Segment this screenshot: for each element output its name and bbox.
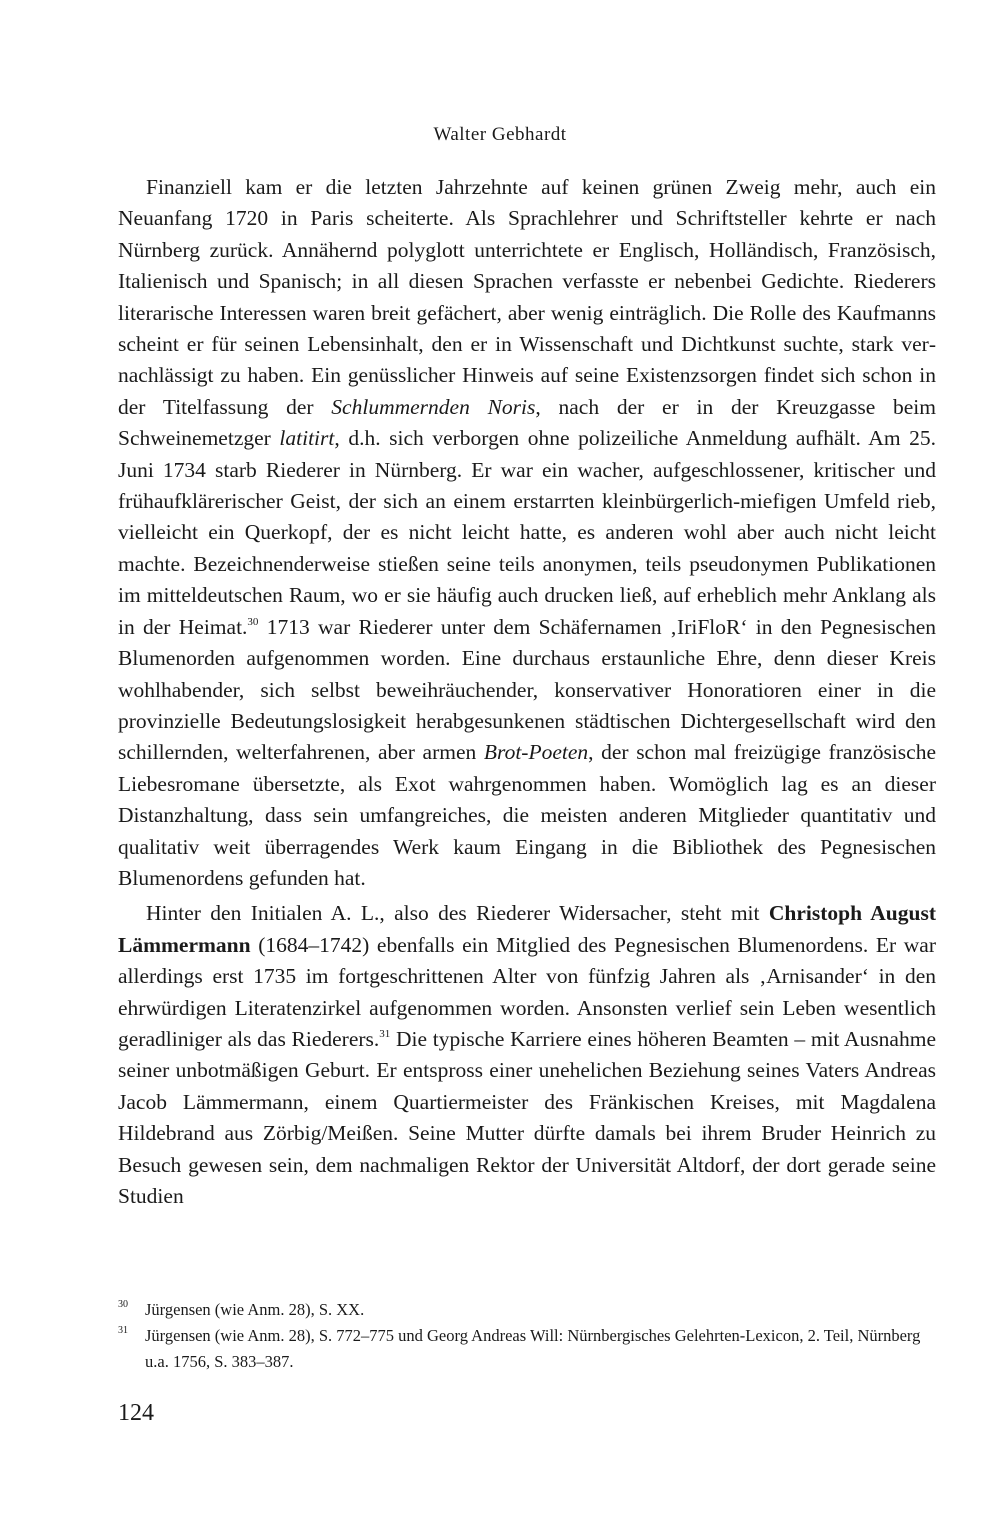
footnote-ref: 31 [379, 1027, 391, 1040]
footnote [118, 1323, 936, 1375]
text-run: Die typische Karriere eines höheren Beamten – mit Ausnahme seiner unbotmäßigen Geburt. Er entspross einer unehelichen Beziehung seines Vaters Andreas Jacob Lämmermann, einem Quartiermeister des Fränkischen Kreises, mit Magdalena Hildebrand aus Zörbig/Meißen. Seine Mutter dürfte damals bei ihrem Bruder Heinrich zu Besuch gewesen sein, dem nachmaligen Rektor der Universität Altdorf, der dort gerade seine Studien [118, 1026, 936, 1208]
text-run: , der schon mal freizügige französische Liebesromane übersetzte, als Exot wahrgenommen haben. Womöglich lag es an dieser Distanzhaltung, dass sein umfangreiches, die meisten anderen Mitglieder quantitativ und qualitativ weit überragendes Werk kaum Eingang in die Bibliothek des Pegnesischen Blumenordens gefunden hat. [118, 740, 936, 890]
text-run: , d.h. sich verborgen ohne polizeiliche Anmeldung aufhält. Am 25. Juni 1734 starb Riederer in Nürnberg. Er war ein wacher, aufgeschlossener, kritischer und frühaufklärerischer Geist, der sich an einem erstarrten kleinbürgerlich-miefigen Umfeld rieb, vielleicht ein Querkopf, der es nicht leicht hatte, es anderen wohl aber auch nicht leicht machte. Bezeichnenderweise stießen seine teils anonymen, teils pseudonymen Publikationen im mitteldeutschen Raum, wo er sie häufig auch drucken ließ, auf erheblich mehr Anklang als in der Heimat. [118, 426, 936, 639]
paragraph [118, 172, 936, 894]
bold-name: Christoph August Lämmermann [118, 901, 936, 957]
text-run: (1684–1742) ebenfalls ein Mitglied des Pegnesischen Blumenordens. Er war allerdings erst 1735 im fortgeschrittenen Alter von fünfzig Jahren als ‚Arnisander‘ in den ehrwürdigen Literatenzirkel aufgenommen worden. Ansonsten verlief sein Leben wesentlich geradliniger als das Riederers. [118, 932, 936, 1051]
footnote-mark: 31 [118, 1325, 128, 1336]
text-run: , nach der er in der Kreuzgasse beim Schweinemetzger [118, 394, 936, 451]
running-head-author: Walter Gebhardt [433, 124, 567, 145]
text-run: 1713 war Riederer unter dem Schäfernamen ‚IriFloR‘ in den Pegnesischen Blumenorden aufgenommen worden. Eine durchaus erstaunliche Ehre, denn dieser Kreis wohlhabender, sich selbst beweihräuchender, konservativer Honoratioren einer in die provinzielle Bedeutungslosigkeit herabgesunkenen städtischen Dichtergesellschaft wird den schillernden, welterfahrenen, aber armen [118, 614, 936, 765]
footnote-ref: 30 [247, 615, 259, 628]
page-number: 124 [118, 1400, 154, 1426]
text-run: Finanziell kam er die letzten Jahrzehnte auf keinen grünen Zweig mehr, auch ein Neuanfang 1720 in Paris scheiterte. Als Sprachlehrer und Schriftsteller kehrte er nach Nürnberg zurück. Annähernd polyglott unterrichtete er Englisch, Holländisch, Französisch, Italienisch und Spanisch; in all diesen Sprachen verfasste er nebenbei Gedichte. Riederers literarische Interessen waren breit gefächert, aber wenig einträglich. Die Rolle des Kaufmanns scheint er für seinen Lebensinhalt, den er in Wissenschaft und Dichtkunst suchte, stark vernachlässigt zu haben. Ein genüsslicher Hinweis auf seine Existenzsorgen findet sich schon in der Titelfassung der [118, 175, 936, 419]
italic-run: latitirt [279, 426, 335, 451]
paragraph [118, 898, 936, 1212]
footnotes [118, 1297, 936, 1375]
footnote-mark: 30 [118, 1299, 128, 1310]
footnote-text: Jürgensen (wie Anm. 28), S. XX. [145, 1300, 365, 1319]
footnote-text: Jürgensen (wie Anm. 28), S. 772–775 und Georg Andreas Will: Nürnbergisches Gelehrten-Lexicon, 2. Teil, Nürnberg u.a. 1756, S. 383–387. [145, 1326, 921, 1371]
italic-run: Brot-Poeten [483, 740, 589, 765]
footnote [118, 1297, 936, 1323]
italic-run: Schlummernden Noris [331, 394, 536, 419]
text-run: Hinter den Initialen A. L., also des Riederer Widersacher, steht mit [146, 901, 769, 926]
body-text [118, 172, 936, 1212]
